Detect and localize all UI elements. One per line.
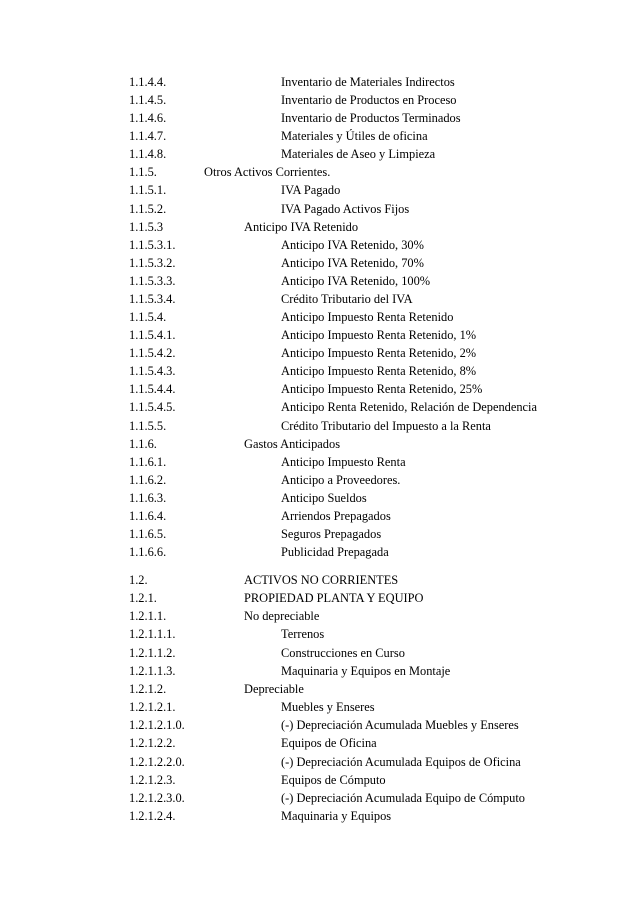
account-code: 1.1.6.5. — [129, 527, 167, 541]
account-name: Anticipo Renta Retenido, Relación de Dependencia — [281, 400, 537, 415]
account-name: Publicidad Prepagada — [281, 545, 389, 560]
account-code: 1.1.4.5. — [129, 93, 167, 108]
account-code: 1.2.1.2.1.0. — [129, 718, 185, 733]
account-code: 1.1.5.4. — [129, 310, 167, 325]
account-name: Anticipo Impuesto Renta Retenido, 8% — [281, 364, 477, 379]
account-code: 1.2.1.1.1. — [129, 627, 176, 642]
account-code: 1.1.4.6. — [129, 111, 167, 126]
account-name: Maquinaria y Equipos — [281, 808, 392, 823]
account-code: 1.1.5. — [129, 165, 157, 180]
account-name: Equipos de Oficina — [281, 736, 377, 751]
account-name: Equipos de Cómputo — [281, 772, 386, 787]
account-code: 1.1.5.4.3. — [129, 364, 176, 379]
account-name: Anticipo Sueldos — [281, 490, 367, 505]
account-code: 1.1.6.1. — [129, 454, 167, 469]
account-code: 1.1.5.4.2. — [129, 346, 176, 361]
account-code: 1.2.1.2.1. — [129, 700, 176, 715]
account-name: Materiales de Aseo y Limpieza — [281, 147, 436, 162]
account-code: 1.1.5.1. — [129, 183, 167, 198]
account-name: ACTIVOS NO CORRIENTES — [244, 573, 399, 587]
account-name: Anticipo a Proveedores. — [281, 472, 401, 487]
account-name: Anticipo Impuesto Renta Retenido, 25% — [281, 382, 483, 397]
account-code: 1.1.5.3.1. — [129, 237, 176, 252]
account-name: Inventario de Productos en Proceso — [281, 93, 457, 108]
account-code: 1.2.1.2.3. — [129, 772, 176, 787]
account-name: Terrenos — [281, 627, 325, 642]
account-code: 1.1.6.2. — [129, 472, 167, 487]
account-name: Anticipo Impuesto Renta — [281, 454, 406, 469]
account-name: PROPIEDAD PLANTA Y EQUIPO — [244, 591, 424, 606]
account-code: 1.2.1.2.2. — [129, 736, 176, 751]
account-name: Gastos Anticipados — [244, 436, 341, 451]
account-name: Construcciones en Curso — [281, 645, 405, 660]
account-name: Crédito Tributario del Impuesto a la Renta — [281, 418, 491, 433]
account-name: Crédito Tributario del IVA — [281, 291, 413, 306]
account-name: Otros Activos Corrientes. — [204, 165, 331, 180]
account-code: 1.1.5.4.4. — [129, 382, 176, 397]
account-code: 1.1.5.4.5. — [129, 400, 176, 415]
account-name: Maquinaria y Equipos en Montaje — [281, 663, 451, 678]
account-code: 1.1.5.4.1. — [129, 328, 176, 343]
account-name: Anticipo Impuesto Renta Retenido, 2% — [281, 346, 477, 361]
account-name: Anticipo IVA Retenido, 30% — [281, 237, 424, 252]
account-code: 1.1.6. — [129, 436, 157, 451]
account-name: (-) Depreciación Acumulada Equipo de Cómputo — [281, 790, 525, 805]
account-name: Anticipo IVA Retenido — [244, 219, 359, 234]
account-name: Inventario de Materiales Indirectos — [281, 75, 455, 89]
account-name: No depreciable — [244, 609, 320, 624]
account-code: 1.1.5.3.3. — [129, 273, 176, 288]
account-code: 1.1.5.5. — [129, 418, 167, 433]
account-name: Anticipo Impuesto Renta Retenido, 1% — [281, 328, 477, 343]
account-name: Arriendos Prepagados — [281, 508, 391, 523]
account-code: 1.2.1.1.2. — [129, 645, 176, 660]
account-code: 1.2.1.2.4. — [129, 808, 176, 823]
account-code: 1.1.6.4. — [129, 508, 167, 523]
account-code: 1.1.6.3. — [129, 490, 167, 505]
account-name: (-) Depreciación Acumulada Equipos de Oficina — [281, 754, 521, 769]
account-code: 1.2.1.1.3. — [129, 663, 176, 678]
account-code: 1.1.4.7. — [129, 129, 167, 144]
account-name: Anticipo IVA Retenido, 100% — [281, 273, 431, 288]
account-name: IVA Pagado Activos Fijos — [281, 201, 410, 216]
account-name: Depreciable — [244, 681, 304, 696]
account-code: 1.2. — [129, 573, 148, 587]
account-code: 1.2.1.2. — [129, 681, 167, 696]
account-name: IVA Pagado — [281, 183, 341, 198]
account-name: Seguros Prepagados — [281, 527, 382, 541]
account-code: 1.1.5.3.4. — [129, 291, 176, 306]
account-code: 1.2.1.1. — [129, 609, 167, 624]
account-name: (-) Depreciación Acumulada Muebles y Enseres — [281, 718, 519, 733]
account-name: Inventario de Productos Terminados — [281, 111, 461, 126]
account-code: 1.2.1. — [129, 591, 157, 606]
account-name: Materiales y Útiles de oficina — [281, 129, 428, 144]
account-code: 1.1.4.4. — [129, 75, 167, 89]
account-name: Anticipo IVA Retenido, 70% — [281, 255, 424, 270]
account-code: 1.1.5.2. — [129, 201, 167, 216]
account-code: 1.1.4.8. — [129, 147, 167, 162]
account-code: 1.1.5.3.2. — [129, 255, 176, 270]
account-code: 1.2.1.2.3.0. — [129, 790, 185, 805]
account-code: 1.1.5.3 — [129, 219, 164, 234]
account-code: 1.1.6.6. — [129, 545, 167, 560]
account-name: Anticipo Impuesto Renta Retenido — [281, 310, 454, 325]
account-code: 1.2.1.2.2.0. — [129, 754, 185, 769]
account-name: Muebles y Enseres — [281, 700, 375, 715]
